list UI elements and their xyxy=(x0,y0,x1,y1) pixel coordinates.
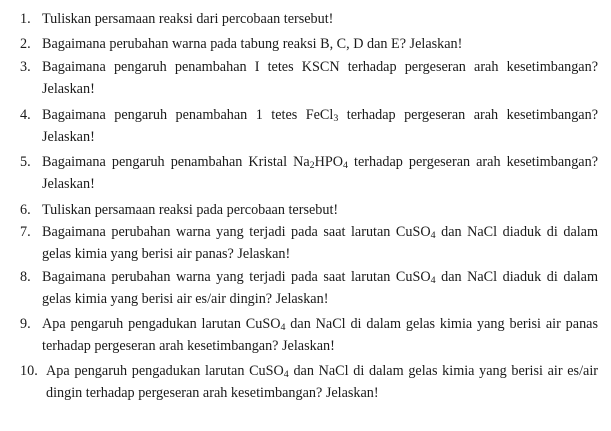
question-item-10 xyxy=(20,360,598,404)
question-number: 3. xyxy=(20,59,31,75)
question-text: Bagaimana pengaruh penambahan I tetes KSCN terhadap pergeseran arah kesetimbangan? Jelaskan! xyxy=(42,59,598,97)
question-text: Bagaimana pengaruh penambahan Kristal $Na_2HPO_4$ terhadap pergeseran arah kesetimbangan? Jelaskan! xyxy=(42,154,598,192)
question-item-7 xyxy=(20,221,598,265)
question-item-5 xyxy=(20,151,598,195)
question-item-3 xyxy=(20,56,598,100)
question-number: 2. xyxy=(20,36,31,52)
question-item-6 xyxy=(20,199,598,221)
question-text: Tuliskan persamaan reaksi dari percobaan tersebut! xyxy=(42,11,334,27)
question-number: 4. xyxy=(20,107,31,123)
question-number: 6. xyxy=(20,202,31,218)
question-text: Bagaimana pengaruh penambahan 1 tetes FeCl$_3$ terhadap pergeseran arah kesetimbangan? Jelaskan! xyxy=(42,107,598,145)
question-item-4 xyxy=(20,104,598,148)
question-item-2 xyxy=(20,33,598,55)
question-number: 5. xyxy=(20,154,31,170)
question-number: 10. xyxy=(20,363,38,379)
question-text: Apa pengaruh pengadukan larutan CuSO$_4$ dan NaCl di dalam gelas kimia yang berisi air panas terhadap pergeseran arah kesetimbangan? Jelaskan! xyxy=(42,316,598,354)
question-number: 8. xyxy=(20,269,31,285)
question-text: Bagaimana perubahan warna yang terjadi pada saat larutan CuSO$_4$ dan NaCl diaduk di dalam gelas kimia yang berisi air panas? Jelaskan! xyxy=(42,224,599,262)
question-item-9 xyxy=(20,313,598,357)
question-number: 7. xyxy=(20,224,31,240)
question-text: Bagaimana perubahan warna yang terjadi pada saat larutan CuSO$_4$ dan NaCl diaduk di dalam gelas kimia yang berisi air es/air dingin? Jelaskan! xyxy=(42,269,599,307)
question-item-8 xyxy=(20,266,598,310)
question-text: Bagaimana perubahan warna pada tabung reaksi B, C, D dan E? Jelaskan! xyxy=(42,36,463,52)
question-number: 9. xyxy=(20,316,31,332)
question-text: Tuliskan persamaan reaksi pada percobaan tersebut! xyxy=(42,202,339,218)
question-text: Apa pengaruh pengadukan larutan CuSO$_4$ dan NaCl di dalam gelas kimia yang berisi air es/air dingin terhadap pergeseran arah kesetimbangan? Jelaskan! xyxy=(46,363,598,401)
question-number: 1. xyxy=(20,11,31,27)
question-item-1 xyxy=(20,8,598,30)
